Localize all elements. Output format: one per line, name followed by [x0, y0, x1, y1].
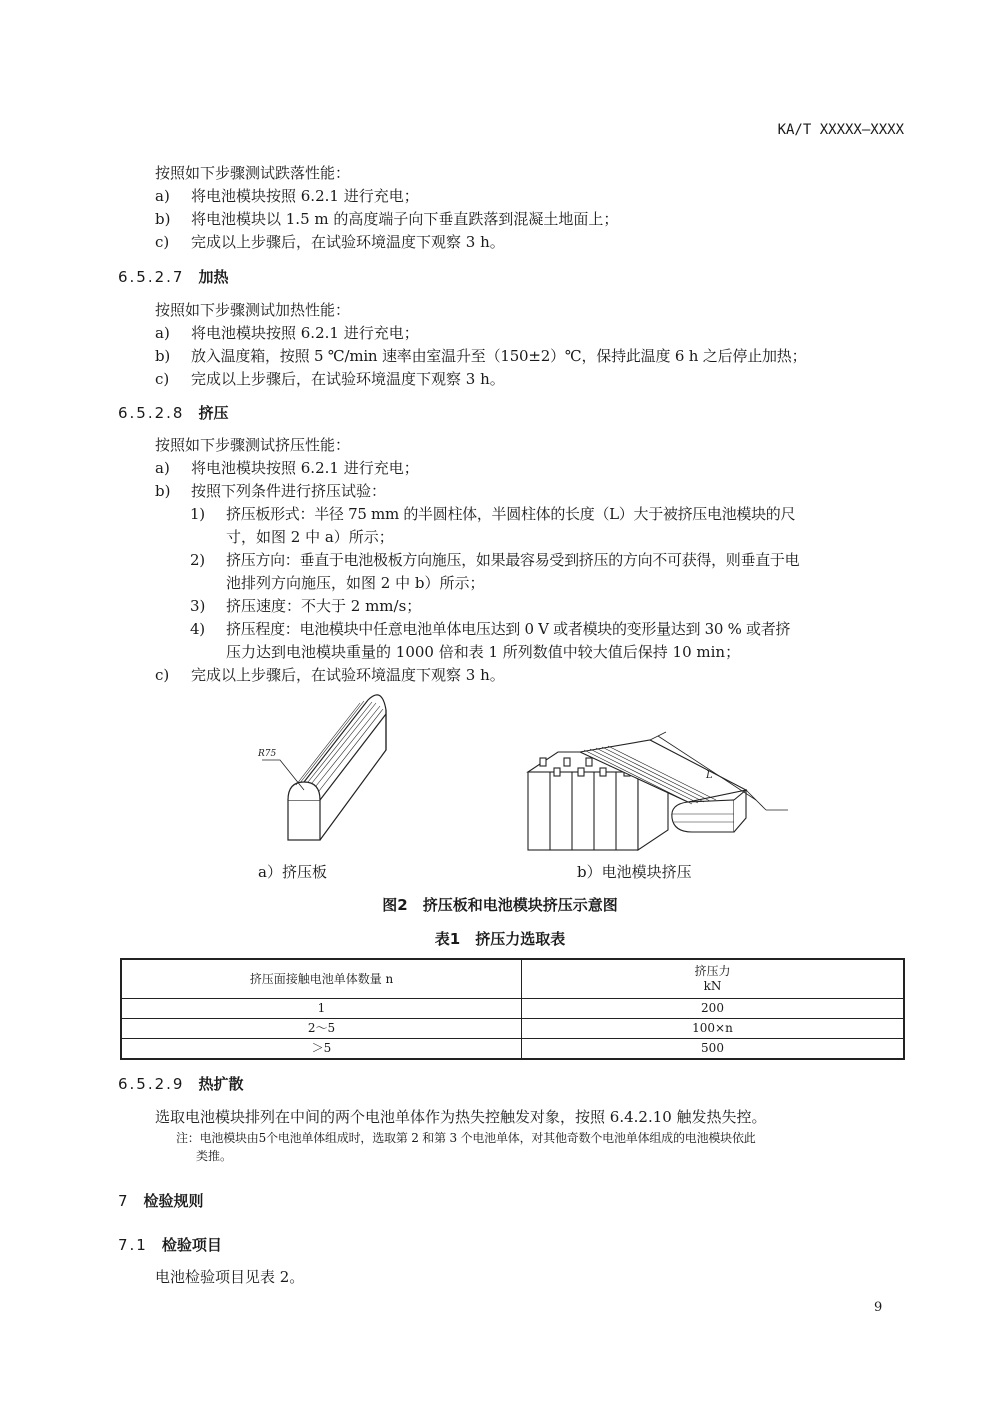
cell-count: 1 — [121, 999, 522, 1019]
drop-step-c — [155, 231, 505, 253]
section-number: 6.5.2.8 — [118, 404, 185, 422]
table-row — [121, 1039, 904, 1060]
drop-intro: 按照如下步骤测试跌落性能： — [155, 164, 351, 182]
length-label: L — [706, 770, 713, 781]
thermal-note-cont: 类推。 — [196, 1149, 233, 1163]
cell-count: 2～5 — [121, 1019, 522, 1039]
subcaption-b: b）电池模块挤压 — [577, 863, 692, 881]
heating-intro: 按照如下步骤测试加热性能： — [155, 301, 351, 319]
crush-condition-4-cont: 压力达到电池模块重量的 1000 倍和表 1 所列数值中较大值后保持 10 min； — [226, 643, 741, 661]
module-crush-diagram — [520, 730, 790, 855]
heading-inspection-items — [118, 1234, 222, 1255]
condition-marker: 2) — [190, 551, 205, 569]
step-marker: b) — [155, 482, 171, 500]
condition-text: 挤压程度：电池模块中任意电池单体电压达到 0 V 或者模块的变形量达到 30 % 或者挤 — [226, 620, 791, 638]
table-row — [121, 1019, 904, 1039]
crush-condition-2 — [190, 549, 799, 571]
step-marker: c) — [155, 666, 170, 684]
subcaption-a: a）挤压板 — [258, 863, 327, 881]
drop-step-b — [155, 208, 618, 230]
step-marker: c) — [155, 370, 170, 388]
section-title: 检验项目 — [161, 1236, 222, 1254]
crush-step-a — [155, 457, 419, 479]
step-marker: b) — [155, 347, 171, 365]
crush-step-b — [155, 480, 386, 502]
table-caption: 表1 挤压力选取表 — [434, 930, 566, 948]
drop-step-a — [155, 185, 419, 207]
cell-force: 500 — [522, 1039, 905, 1060]
step-text: 将电池模块按照 6.2.1 进行充电； — [191, 459, 419, 477]
table-row — [121, 999, 904, 1019]
thermal-note: 注：电池模块由5个电池单体组成时，选取第 2 和第 3 个电池单体，对其他奇数个电池单体组成的电池模块依此 — [176, 1131, 756, 1145]
heating-step-c — [155, 368, 505, 390]
condition-text: 挤压方向：垂直于电池极板方向施压，如果最容易受到挤压的方向不可获得，则垂直于电 — [226, 551, 800, 569]
step-text: 放入温度箱，按照 5 ℃/min 速率由室温升至（150±2）℃，保持此温度 6 h 之后停止加热； — [191, 347, 807, 365]
thermal-text: 选取电池模块排列在中间的两个电池单体作为热失控触发对象，按照 6.4.2.10 触发热失控。 — [155, 1108, 767, 1126]
step-marker: b) — [155, 210, 171, 228]
page-number: 9 — [874, 1300, 883, 1315]
table-header-row — [121, 959, 904, 999]
crush-condition-1 — [190, 503, 795, 525]
step-text: 按照下列条件进行挤压试验： — [191, 482, 387, 500]
step-marker: a) — [155, 324, 170, 342]
header-force-label: 挤压力 — [694, 964, 731, 978]
header-cell-count: 挤压面接触电池单体数量 n — [121, 959, 522, 999]
step-text: 将电池模块按照 6.2.1 进行充电； — [191, 324, 419, 342]
crush-condition-2-cont: 池排列方向施压，如图 2 中 b）所示； — [226, 574, 485, 592]
condition-marker: 1) — [190, 505, 205, 523]
section-title: 挤压 — [198, 404, 229, 422]
step-text: 完成以上步骤后，在试验环境温度下观察 3 h。 — [191, 370, 505, 388]
cell-count: ＞5 — [121, 1039, 522, 1060]
step-text: 将电池模块以 1.5 m 的高度端子向下垂直跌落到混凝土地面上； — [191, 210, 619, 228]
crush-intro: 按照如下步骤测试挤压性能： — [155, 436, 351, 454]
condition-text: 挤压速度：不大于 2 mm/s； — [226, 597, 422, 615]
condition-text: 挤压板形式：半径 75 mm 的半圆柱体，半圆柱体的长度（L）大于被挤压电池模块的尺 — [226, 505, 796, 523]
header-cell-force — [522, 959, 905, 999]
header-force-unit: kN — [703, 979, 722, 993]
condition-marker: 3) — [190, 597, 206, 615]
step-marker: a) — [155, 187, 170, 205]
section-number: 7 — [118, 1192, 130, 1210]
figure-caption: 图2 挤压板和电池模块挤压示意图 — [382, 896, 618, 914]
heating-step-b — [155, 345, 806, 367]
section-title: 检验规则 — [143, 1192, 204, 1210]
step-text: 完成以上步骤后，在试验环境温度下观察 3 h。 — [191, 233, 505, 251]
section-number: 6.5.2.7 — [118, 268, 185, 286]
crush-force-table — [120, 958, 905, 1060]
section-number: 7.1 — [118, 1236, 148, 1254]
rules-text: 电池检验项目见表 2。 — [155, 1268, 305, 1286]
section-number: 6.5.2.9 — [118, 1075, 185, 1093]
heading-heating — [118, 266, 229, 287]
heading-thermal — [118, 1073, 244, 1094]
radius-label: R75 — [258, 749, 277, 759]
section-title: 加热 — [198, 268, 229, 286]
crush-condition-4 — [190, 618, 790, 640]
section-title: 热扩散 — [198, 1075, 244, 1093]
crush-condition-3 — [190, 595, 421, 617]
heading-crush — [118, 402, 229, 423]
document-code: KA/T XXXXX—XXXX — [777, 122, 904, 138]
step-marker: c) — [155, 233, 170, 251]
crush-plate-diagram — [240, 690, 400, 860]
heating-step-a — [155, 322, 419, 344]
step-marker: a) — [155, 459, 170, 477]
cell-force: 100×n — [522, 1019, 905, 1039]
step-text: 将电池模块按照 6.2.1 进行充电； — [191, 187, 419, 205]
crush-step-c — [155, 664, 505, 686]
step-text: 完成以上步骤后，在试验环境温度下观察 3 h。 — [191, 666, 505, 684]
cell-force: 200 — [522, 999, 905, 1019]
condition-marker: 4) — [190, 620, 205, 638]
heading-rules — [118, 1190, 204, 1211]
crush-condition-1-cont: 寸，如图 2 中 a）所示； — [226, 528, 394, 546]
